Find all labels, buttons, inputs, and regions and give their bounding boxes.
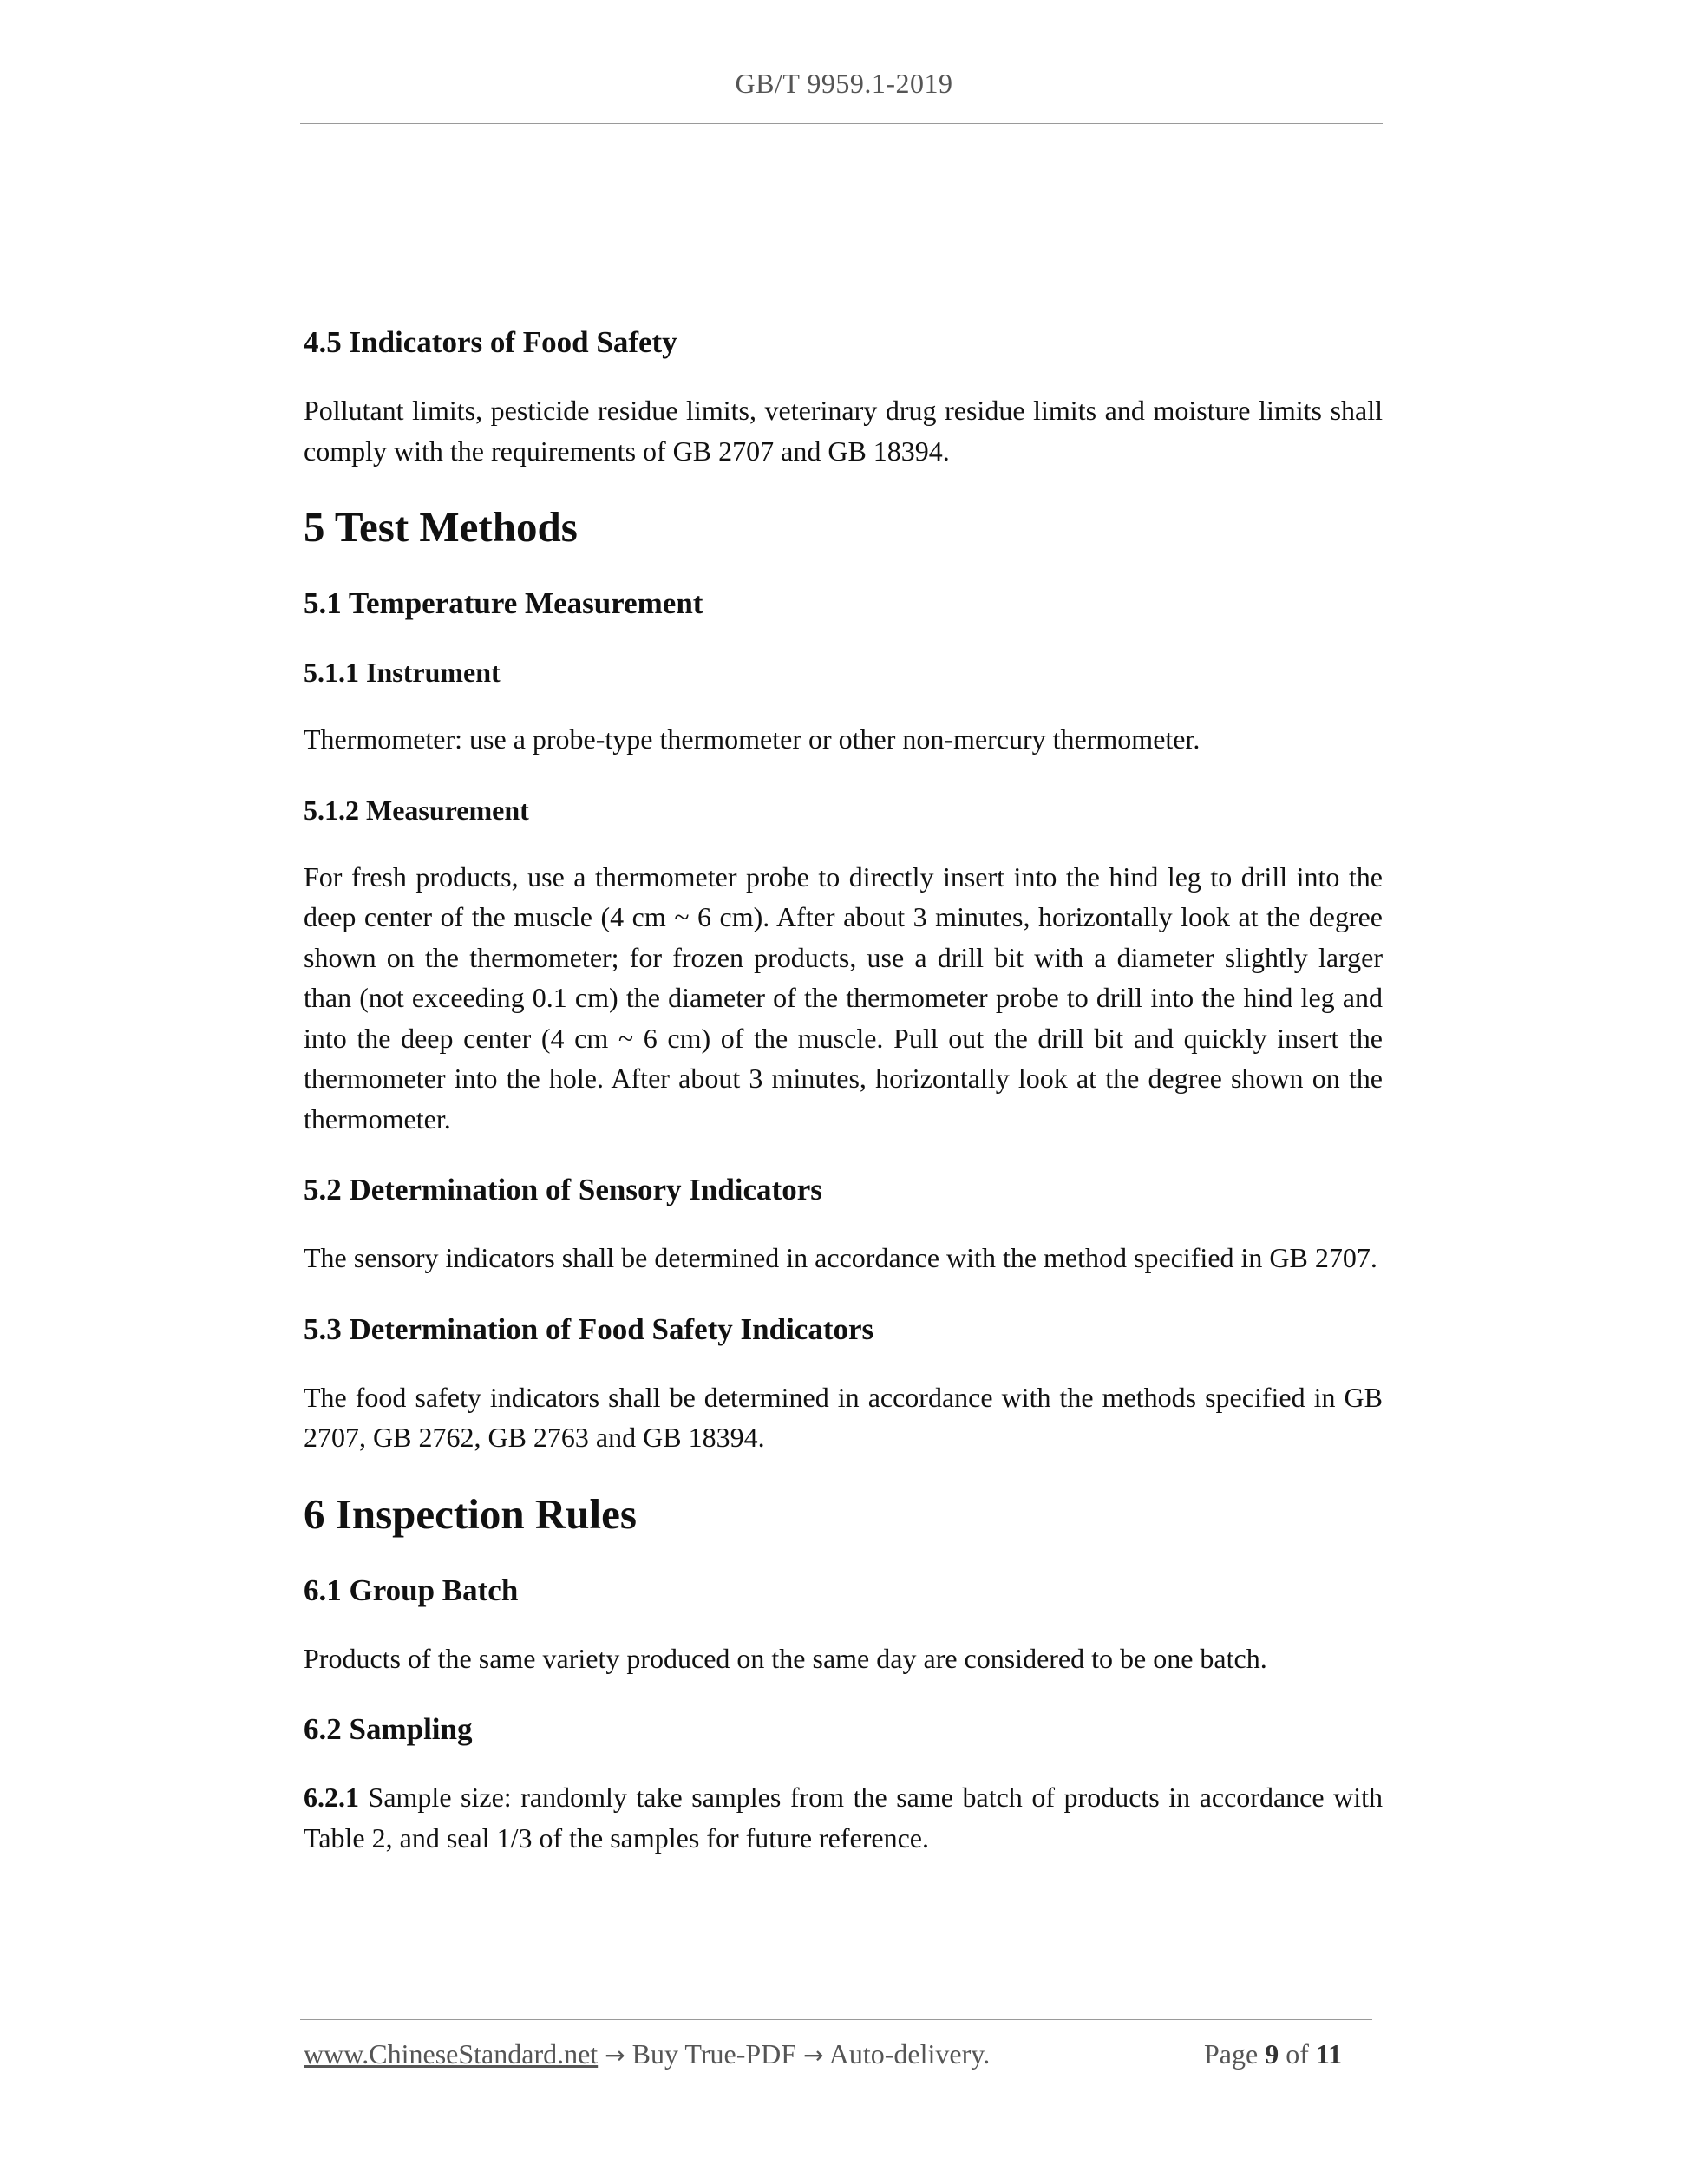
heading-6-1: 6.1 Group Batch [304, 1573, 519, 1607]
heading-5-1-2: 5.1.2 Measurement [304, 794, 529, 826]
page-label: Page [1204, 2038, 1266, 2070]
footer-website-link[interactable]: www.ChineseStandard.net [304, 2038, 599, 2070]
header-title: GB/T 9959.1-2019 [735, 68, 953, 99]
heading-5: 5 Test Methods [304, 503, 578, 551]
footer-buy-text: Buy True-PDF [625, 2038, 804, 2070]
heading-5-2: 5.2 Determination of Sensory Indicators [304, 1173, 822, 1206]
page-of-label: of [1279, 2038, 1316, 2070]
paragraph-6-1: Products of the same variety produced on the same day are considered to be one batch. [304, 1642, 1267, 1674]
page-indicator [1204, 2038, 1342, 2070]
footer-rule [300, 2019, 1372, 2020]
paragraph-5-2: The sensory indicators shall be determined in accordance with the method specified in GB 2707. [304, 1242, 1377, 1273]
paragraph-5-3: The food safety indicators shall be determined in accordance with the methods specified in GB 2707, GB 2762, GB 2763 and GB 18394. [304, 1381, 1383, 1453]
clause-text-6-2-1: Sample size: randomly take samples from the same batch of products in accordance with Table 2, and seal 1/3 of the samples for future reference. [304, 1782, 1383, 1854]
heading-6: 6 Inspection Rules [304, 1489, 637, 1538]
clause-number-6-2-1: 6.2.1 [304, 1782, 359, 1813]
heading-6-2: 6.2 Sampling [304, 1712, 473, 1746]
arrow-right-icon: → [803, 2041, 824, 2070]
arrow-right-icon: → [605, 2041, 625, 2070]
footer-promo [304, 2038, 990, 2070]
paragraph-4-5: Pollutant limits, pesticide residue limits, veterinary drug residue limits and moisture limits shall comply with the requirements of GB 2707 and GB 18394. [304, 395, 1383, 467]
footer-delivery-text: Auto-delivery. [823, 2038, 991, 2070]
paragraph-5-1-2: For fresh products, use a thermometer probe to directly insert into the hind leg to drill into the deep center of the muscle (4 cm ~ 6 cm). After about 3 minutes, horizontally look at the degree shown on the thermometer; for frozen products, use a drill bit with a diameter slightly larger than (not exceeding 0.1 cm) the diameter of the thermometer probe to drill into the hind leg and into the deep center (4 cm ~ 6 cm) of the muscle. Pull out the drill bit and quickly insert the thermometer into the hole. After about 3 minutes, horizontally look at the degree shown on the thermometer. [304, 860, 1383, 1135]
page-number: 9 [1265, 2038, 1279, 2070]
page-total: 11 [1315, 2038, 1343, 2070]
paragraph-5-1-1: Thermometer: use a probe-type thermometer or other non-mercury thermometer. [304, 723, 1201, 755]
header-rule [300, 123, 1383, 124]
page-content [304, 321, 1383, 1887]
heading-5-1: 5.1 Temperature Measurement [304, 586, 703, 620]
heading-4-5: 4.5 Indicators of Food Safety [304, 325, 677, 359]
paragraph-6-2-1 [304, 1777, 1383, 1858]
heading-5-1-1: 5.1.1 Instrument [304, 657, 501, 688]
heading-5-3: 5.3 Determination of Food Safety Indicators [304, 1311, 874, 1346]
